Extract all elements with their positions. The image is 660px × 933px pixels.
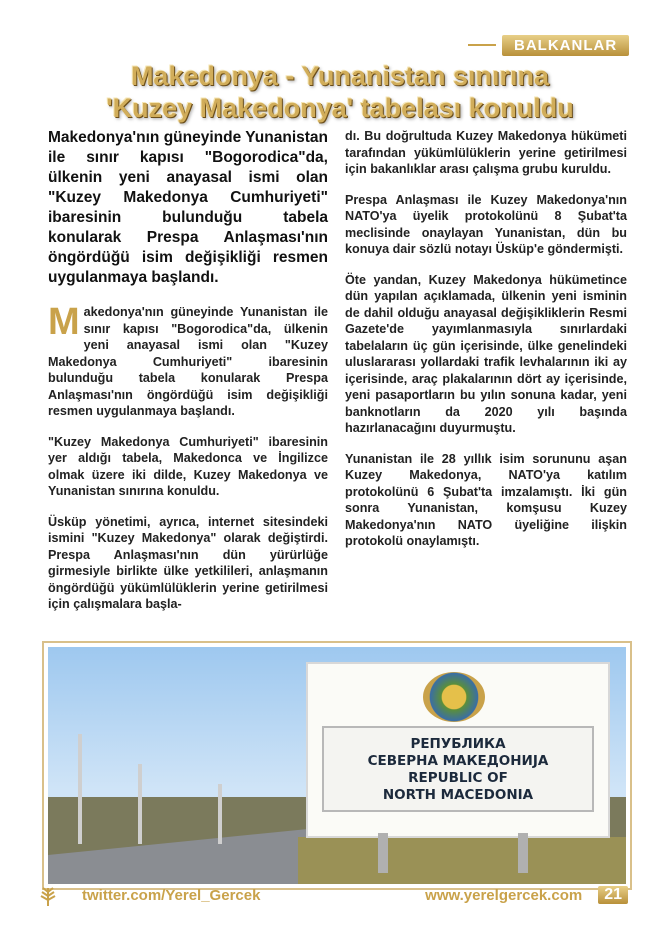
- twitter-link[interactable]: twitter.com/Yerel_Gercek: [82, 886, 261, 904]
- paragraph-5: Öte yandan, Kuzey Makedonya hükümetince dün yapılan açıklamada, ülkenin yeni isminin de dahil olduğu anayasal değişikliklerin Resmi Gazete'de yayımlanmasıyla sınırlardaki tabelaların üç gün içerisinde, ülke genelindeki uluslararası yollardaki trafik levhalarının iki ay içerisinde, araç plakalarının dört ay içerisinde, yeni pasaportların bu yılın sonuna kadar, yeni banknotların da 2020 yılı başında hazırlanacağını duyurmuştu.: [345, 272, 627, 435]
- billboard-leg: [518, 833, 528, 873]
- title-line-2: 'Kuzey Makedonya' tabelası konuldu: [106, 93, 574, 123]
- sign-line-1: РЕПУБЛИКА: [410, 736, 506, 752]
- page-number: 21: [598, 886, 628, 904]
- paragraph-1-text: akedonya'nın güneyinde Yunanistan ile sınır kapısı "Bogorodica"da, ülkenin yeni anayasal ismi olan "Kuzey Makedonya Cumhuriyeti" ibaresinin bulunduğu tabela konularak Prespa Anlaşması'nın öngördüğü isim değişikliği resmen uygulanmaya başlandı.: [48, 305, 328, 418]
- border-sign-photo: [44, 643, 630, 888]
- paragraph-6: Yunanistan ile 28 yıllık isim sorununu aşan Kuzey Makedonya, NATO'ya katılım protokolünü 6 Şubat'ta imzalamıştı. İki gün sonra Yunanistan, komşusu Kuzey Makedonya'nın NATO üyeliğine ilişkin protokolü onaylamıştı.: [345, 451, 627, 548]
- drop-cap: M: [48, 301, 80, 343]
- sign-line-3: REPUBLIC OF: [408, 770, 508, 786]
- paragraph-1: [48, 301, 328, 420]
- paragraph-3: Üsküp yönetimi, ayrıca, internet sitesindeki ismini "Kuzey Makedonya" olarak değiştirdi. Prespa Anlaşması'nın dün yürürlüğe girmesiyle birlikte ülke yetkilileri, anlaşmanın öngördüğü yükümlülüklerin yerine getirilmesi için çalışmalara başla-: [48, 514, 328, 611]
- tag-divider: [468, 44, 496, 46]
- website-link[interactable]: www.yerelgercek.com: [425, 886, 583, 904]
- left-column: [48, 128, 328, 627]
- paragraph-4: Prespa Anlaşması ile Kuzey Makedonya'nın NATO'ya üyelik protokolünü 8 Şubat'ta meclisinde onaylayan Yunanistan, dün bu konuya dair sözlü notayı Üsküp'e göndermişti.: [345, 192, 627, 256]
- light-pole: [218, 784, 222, 844]
- section-tag: [468, 34, 629, 56]
- title-line-1: Makedonya - Yunanistan sınırına: [130, 61, 550, 91]
- coat-of-arms-icon: [423, 672, 485, 722]
- sign-line-4: NORTH MACEDONIA: [382, 787, 534, 803]
- paragraph-3-continued: dı. Bu doğrultuda Kuzey Makedonya hükümeti tarafından yükümlülüklerin yerine getirilmesi için bakanlıklar arası çalışma grubu kuruldu.: [345, 129, 627, 176]
- right-column: [345, 128, 627, 564]
- paragraph-2: "Kuzey Makedonya Cumhuriyeti" ibaresinin yer aldığı tabela, Makedonca ve İngilizce olmak üzere iki dilde, Kuzey Makedonya ve Yunanistan sınırına konuldu.: [48, 434, 328, 498]
- article-title: [60, 60, 620, 124]
- light-pole: [138, 764, 142, 844]
- billboard: [306, 662, 610, 838]
- billboard-leg: [378, 833, 388, 873]
- page-footer: [36, 883, 628, 907]
- light-pole: [78, 734, 82, 844]
- section-label: BALKANLAR: [502, 35, 629, 56]
- lead-paragraph: Makedonya'nın güneyinde Yunanistan ile sınır kapısı "Bogorodica"da, ülkenin yeni anayasal ismi olan "Kuzey Makedonya Cumhuriyeti" ibaresinin bulunduğu tabela konularak Prespa Anlaşması'nın öngördüğü isim değişikliği resmen uygulanmaya başlandı.: [48, 129, 328, 286]
- sign-line-2: СЕВЕРНА МАКЕДОНИЈА: [367, 753, 549, 769]
- grass: [298, 837, 626, 884]
- sign-panel: [322, 726, 594, 812]
- wheat-icon: [36, 884, 62, 906]
